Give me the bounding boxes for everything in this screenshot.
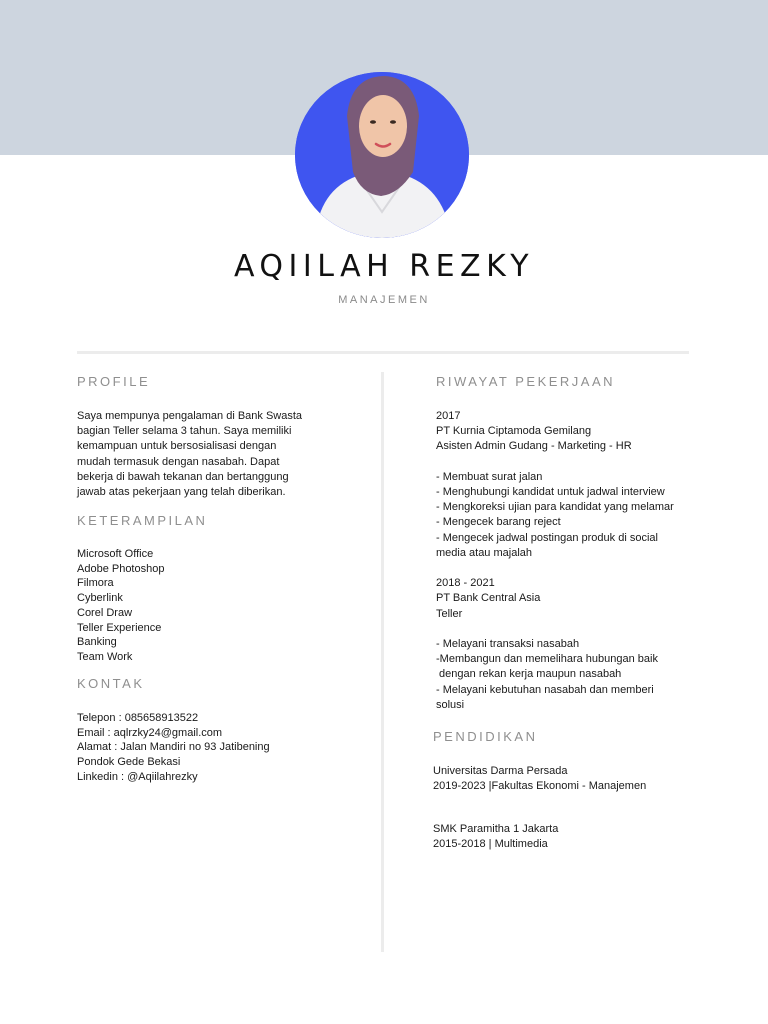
skill-item: Team Work bbox=[77, 650, 133, 663]
profile-line: mudah termasuk dengan nasabah. Dapat bbox=[77, 455, 280, 468]
job-company: PT Bank Central Asia bbox=[436, 592, 541, 605]
education-heading: PENDIDIKAN bbox=[433, 729, 538, 744]
skills-list bbox=[77, 547, 367, 665]
job-duty: dengan rekan kerja maupun nasabah bbox=[436, 668, 622, 681]
job-company: PT Kurnia Ciptamoda Gemilang bbox=[436, 425, 592, 438]
skill-item: Microsoft Office bbox=[77, 548, 154, 560]
school-detail: 2015-2018 | Multimedia bbox=[433, 838, 548, 851]
job-period: 2017 bbox=[436, 410, 461, 422]
vertical-divider bbox=[381, 372, 384, 952]
skill-item: Filmora bbox=[77, 577, 114, 590]
profile-text bbox=[77, 409, 367, 500]
contact-address: Alamat : Jalan Mandiri no 93 Jatibening bbox=[77, 741, 270, 754]
job-title: MANAJEMEN bbox=[338, 294, 430, 306]
job-period: 2018 - 2021 bbox=[436, 577, 495, 590]
profile-line: bagian Teller selama 3 tahun. Saya memiliki bbox=[77, 425, 292, 438]
job-duty: media atau majalah bbox=[436, 546, 533, 559]
education-entry bbox=[433, 764, 733, 794]
job-role: Teller bbox=[436, 607, 463, 620]
job-role: Asisten Admin Gudang - Marketing - HR bbox=[436, 440, 632, 453]
profile-line: Saya mempunya pengalaman di Bank Swasta bbox=[77, 410, 303, 422]
job-duty: - Mengkoreksi ujian para kandidat yang melamar bbox=[436, 501, 674, 514]
school-detail: 2019-2023 |Fakultas Ekonomi - Manajemen bbox=[433, 780, 647, 793]
skill-item: Adobe Photoshop bbox=[77, 562, 165, 575]
work-history bbox=[436, 409, 736, 713]
school-name: SMK Paramitha 1 Jakarta bbox=[433, 823, 559, 835]
job-duty: - Mengecek jadwal postingan produk di social bbox=[436, 531, 658, 544]
horizontal-divider bbox=[77, 351, 689, 354]
profile-photo bbox=[295, 72, 469, 238]
skill-item: Cyberlink bbox=[77, 592, 123, 605]
education-entry bbox=[433, 822, 733, 852]
job-duty: - Melayani transaksi nasabah bbox=[436, 638, 580, 651]
contact-email: Email : aqlrzky24@gmail.com bbox=[77, 726, 223, 739]
job-duty: -Membangun dan memelihara hubungan baik bbox=[436, 653, 658, 666]
contact-linkedin: Linkedin : @Aqiilahrezky bbox=[77, 770, 198, 783]
profile-line: kemampuan untuk bersosialisasi dengan bbox=[77, 440, 277, 453]
skills-heading: KETERAMPILAN bbox=[77, 513, 208, 528]
profile-line: bekerja di bawah tekanan dan bertanggung bbox=[77, 470, 289, 483]
job-duty: solusi bbox=[436, 698, 465, 711]
job-duty: - Membuat surat jalan bbox=[436, 470, 543, 483]
profile-line: jawab atas pekerjaan yang telah diberikan. bbox=[77, 486, 286, 499]
job-duty: - Menghubungi kandidat untuk jadwal interview bbox=[436, 486, 665, 499]
work-heading: RIWAYAT PEKERJAAN bbox=[436, 374, 616, 389]
skill-item: Banking bbox=[77, 636, 117, 649]
profile-heading: PROFILE bbox=[77, 374, 151, 389]
skill-item: Corel Draw bbox=[77, 606, 133, 619]
job-duty: - Mengecek barang reject bbox=[436, 516, 561, 529]
skill-item: Teller Experience bbox=[77, 621, 162, 634]
contact-phone: Telepon : 085658913522 bbox=[77, 712, 199, 724]
contact-details bbox=[77, 711, 367, 785]
school-name: Universitas Darma Persada bbox=[433, 765, 568, 777]
person-name: AQIILAH REZKY bbox=[233, 249, 535, 284]
contact-address-cont: Pondok Gede Bekasi bbox=[77, 756, 181, 769]
contact-heading: KONTAK bbox=[77, 676, 145, 691]
job-duty: - Melayani kebutuhan nasabah dan memberi bbox=[436, 683, 654, 696]
